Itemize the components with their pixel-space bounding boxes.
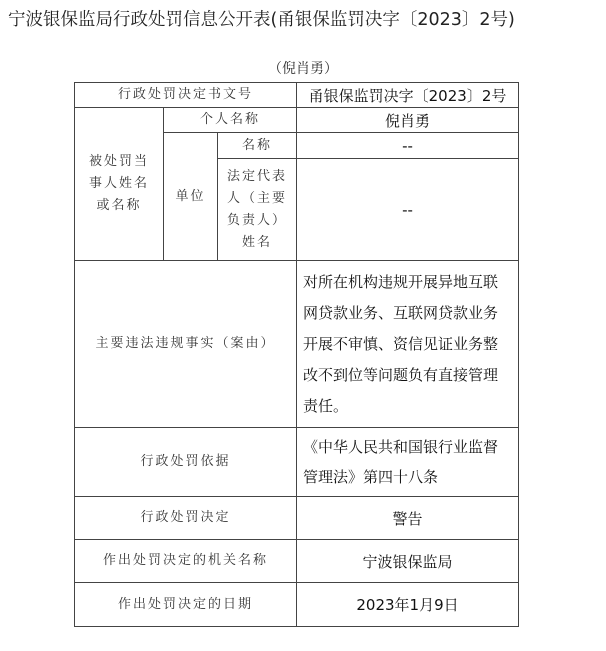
authority-name-label: 作出处罚决定的机关名称 xyxy=(75,540,297,583)
table-row xyxy=(75,108,519,133)
unit-name-label: 名称 xyxy=(218,133,297,159)
party-label: 被处罚当事人姓名或名称 xyxy=(75,108,164,261)
table-row xyxy=(75,497,519,540)
party-subtitle: （倪肖勇） xyxy=(268,61,338,77)
table-row xyxy=(75,428,519,497)
individual-name-label: 个人名称 xyxy=(164,108,297,133)
unit-label: 单位 xyxy=(164,133,218,261)
table-row xyxy=(75,261,519,428)
legal-representative-value: -- xyxy=(297,159,519,261)
violation-facts-label: 主要违法违规事实（案由） xyxy=(75,261,297,428)
decision-date-label: 作出处罚决定的日期 xyxy=(75,583,297,627)
decision-number-label: 行政处罚决定书文号 xyxy=(75,83,297,108)
penalty-decision-value: 警告 xyxy=(297,497,519,540)
penalty-decision-label: 行政处罚决定 xyxy=(75,497,297,540)
page-title: 宁波银保监局行政处罚信息公开表(甬银保监罚决字〔2023〕2号) xyxy=(8,10,515,30)
legal-representative-label: 法定代表人（主要负责人）姓名 xyxy=(218,159,297,261)
penalty-basis-label: 行政处罚依据 xyxy=(75,428,297,497)
table-row xyxy=(75,83,519,108)
decision-number-value: 甬银保监罚决字〔2023〕2号 xyxy=(297,83,519,108)
individual-name-value: 倪肖勇 xyxy=(297,108,519,133)
unit-name-value: -- xyxy=(297,133,519,159)
authority-name-value: 宁波银保监局 xyxy=(297,540,519,583)
decision-date-value: 2023年1月9日 xyxy=(297,583,519,627)
penalty-basis-value: 《中华人民共和国银行业监督管理法》第四十八条 xyxy=(297,428,519,497)
table-row xyxy=(75,583,519,627)
violation-facts-value: 对所在机构违规开展异地互联网贷款业务、互联网贷款业务开展不审慎、资信见证业务整改不到位等问题负有直接管理责任。 xyxy=(297,261,519,428)
penalty-info-table xyxy=(74,82,519,627)
table-row xyxy=(75,540,519,583)
